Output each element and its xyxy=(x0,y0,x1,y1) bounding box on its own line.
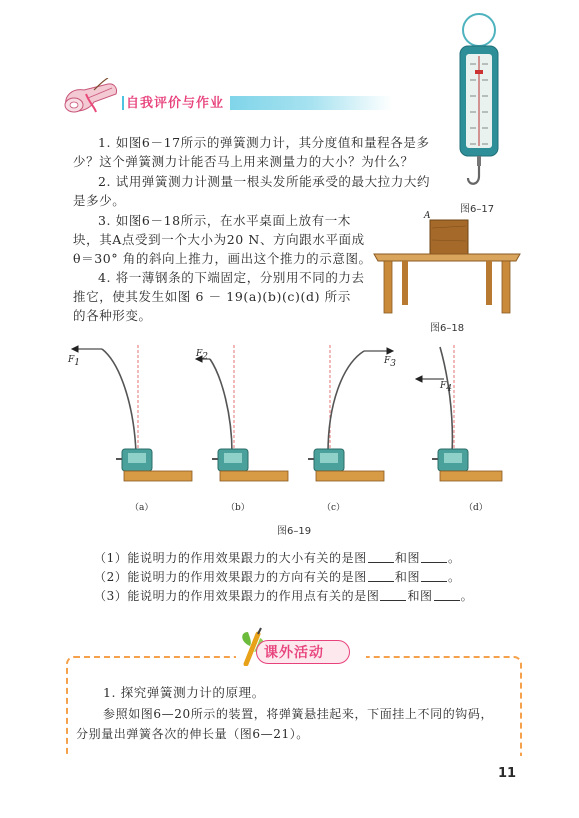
fig19-caption: 图6–19 xyxy=(277,526,312,537)
question-2-text: 试用弹簧测力计测量一根头发所能承受的最大拉力大约是多少。 xyxy=(73,174,431,208)
sub-question-1: （1）能说明力的作用效果跟力的大小有关的是图 和图 。 xyxy=(94,551,461,565)
panel-label-c: （c） xyxy=(322,503,346,513)
panel-label-a: （a） xyxy=(130,503,154,513)
activity-title: 课外活动 xyxy=(264,645,324,661)
activity-body-line2: 分别量出弹簧各次的伸长量（图6—21）。 xyxy=(76,727,309,741)
question-1-number: 1. xyxy=(98,135,112,150)
activity-header xyxy=(236,626,366,666)
question-2-number: 2. xyxy=(98,174,112,189)
page-number: 11 xyxy=(498,766,517,781)
answer-blank[interactable] xyxy=(434,589,460,601)
scroll-icon xyxy=(58,78,120,118)
spring-scale-figure xyxy=(448,8,510,196)
table-block-figure xyxy=(372,214,522,314)
question-4-number: 4. xyxy=(98,270,112,285)
activity-body-line1: 参照如图6—20所示的装置，将弹簧悬挂起来，下面挂上不同的钩码， xyxy=(103,707,494,721)
question-3-number: 3. xyxy=(98,213,112,228)
force-label-1: $F_1$ xyxy=(68,355,80,368)
answer-blank[interactable] xyxy=(368,570,394,582)
question-3 xyxy=(73,211,373,268)
question-3-line2: 块，其A点受到一个大小为20 N、方向跟水平面成 xyxy=(73,232,365,247)
answer-blank[interactable] xyxy=(421,570,447,582)
question-4 xyxy=(73,268,373,325)
header-title: 自我评价与作业 xyxy=(124,92,230,111)
section-header xyxy=(58,78,398,118)
fig17-caption: 图6–17 xyxy=(460,204,495,215)
sub-questions xyxy=(94,549,514,606)
question-2 xyxy=(73,172,443,210)
question-3-line3: θ＝30° 角的斜向上推力，画出这个推力的示意图。 xyxy=(73,251,372,266)
fig18-point-label: A xyxy=(424,211,431,221)
question-4-line1: 将一薄钢条的下端固定，分别用不同的力去 xyxy=(115,270,365,285)
force-label-3: $F_3$ xyxy=(384,356,396,369)
fig18-caption: 图6–18 xyxy=(430,323,465,334)
answer-blank[interactable] xyxy=(380,589,406,601)
steel-strip-figure xyxy=(60,335,530,495)
force-label-4: $F_4$ xyxy=(440,381,452,394)
sub-question-3: （3）能说明力的作用效果跟力的作用点有关的是图 和图 。 xyxy=(94,589,474,603)
question-4-line2: 推它，使其发生如图 6 － 19(a)(b)(c)(d) 所示 xyxy=(73,289,351,304)
question-1-text: 如图6－17所示的弹簧测力计，其分度值和量程各是多少？这个弹簧测力计能否马上用来测量力的大小？为什么？ xyxy=(73,135,430,169)
activity-item: 1. 探究弹簧测力计的原理。 xyxy=(103,685,265,700)
question-3-line1: 如图6－18所示，在水平桌面上放有一木 xyxy=(115,213,351,228)
question-4-line3: 的各种形变。 xyxy=(73,308,152,323)
panel-label-d: （d） xyxy=(464,503,488,513)
sub-question-2: （2）能说明力的作用效果跟力的方向有关的是图 和图 。 xyxy=(94,570,461,584)
answer-blank[interactable] xyxy=(368,551,394,563)
force-label-2: $F_2$ xyxy=(196,349,208,362)
answer-blank[interactable] xyxy=(421,551,447,563)
question-1 xyxy=(73,133,443,171)
panel-label-b: （b） xyxy=(226,503,250,513)
